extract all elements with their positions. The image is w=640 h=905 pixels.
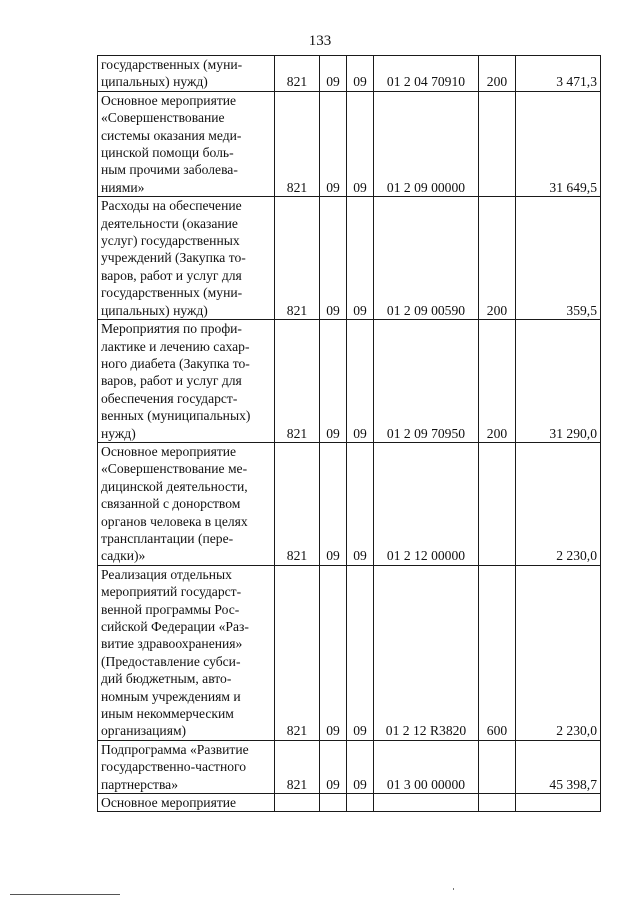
target-article-cell: 01 2 04 70910	[374, 56, 479, 92]
target-article-cell: 01 2 12 R3820	[374, 565, 479, 740]
subsection-code-cell: 09	[347, 320, 374, 443]
expense-type-cell	[479, 91, 516, 196]
target-article-cell: 01 2 09 00590	[374, 197, 479, 320]
subsection-code-cell: 09	[347, 56, 374, 92]
table-row	[98, 320, 601, 443]
subsection-code-cell: 09	[347, 197, 374, 320]
item-name-line: организациям)	[101, 723, 187, 739]
item-name-line: номным учреждениям и	[101, 688, 241, 704]
ministry-code-cell: 821	[275, 740, 320, 793]
item-name-line: дицинской деятельности,	[101, 478, 248, 494]
item-name-line: цинской помощи боль-	[101, 145, 234, 161]
item-name-cell	[98, 91, 275, 196]
item-name-line: садки)»	[101, 548, 146, 564]
item-name-cell: Основное мероприятие	[98, 794, 275, 812]
item-name-line: (Предоставление субси-	[101, 653, 241, 669]
item-name-line: органов человека в целях	[101, 513, 248, 529]
expense-type-cell	[479, 740, 516, 793]
ministry-code-cell: 821	[275, 442, 320, 565]
ministry-code-cell: 821	[275, 320, 320, 443]
table-row	[98, 565, 601, 740]
item-name-line: «Совершенствование	[101, 110, 225, 126]
amount-cell: 2 230,0	[516, 442, 601, 565]
item-name-line: учреждений (Закупка то-	[101, 250, 246, 266]
expense-type-cell: 200	[479, 320, 516, 443]
subsection-code-cell: 09	[347, 91, 374, 196]
item-name-line: Основное мероприятие	[101, 443, 237, 459]
target-article-cell: 01 2 12 00000	[374, 442, 479, 565]
amount-cell: 359,5	[516, 197, 601, 320]
ministry-code-cell	[275, 794, 320, 812]
page-number: 133	[308, 33, 332, 49]
item-name-cell	[98, 56, 275, 92]
section-code-cell: 09	[320, 56, 347, 92]
item-name-line: иным некоммерческим	[101, 706, 234, 722]
scan-dot	[453, 888, 454, 890]
item-name-line: венных (муниципальных)	[101, 408, 251, 424]
item-name-line: государственно-частного	[101, 759, 247, 775]
item-name-line: лактике и лечению сахар-	[101, 338, 250, 354]
section-code-cell: 09	[320, 197, 347, 320]
item-name-line: ципальных) нужд)	[101, 302, 208, 318]
amount-cell: 31 290,0	[516, 320, 601, 443]
item-name-line: деятельности (оказание	[101, 215, 238, 231]
item-name-line: витие здравоохранения»	[101, 636, 243, 652]
subsection-code-cell	[347, 794, 374, 812]
amount-cell: 45 398,7	[516, 740, 601, 793]
expense-type-cell: 600	[479, 565, 516, 740]
amount-cell: 2 230,0	[516, 565, 601, 740]
item-name-line: Расходы на обеспечение	[101, 198, 242, 214]
item-name-line: варов, работ и услуг для	[101, 267, 242, 283]
table-row	[98, 56, 601, 92]
target-article-cell: 01 3 00 00000	[374, 740, 479, 793]
item-name-line: ным прочими заболева-	[101, 162, 238, 178]
ministry-code-cell: 821	[275, 565, 320, 740]
section-code-cell: 09	[320, 442, 347, 565]
item-name-cell	[98, 565, 275, 740]
expense-type-cell: 200	[479, 197, 516, 320]
section-code-cell: 09	[320, 320, 347, 443]
item-name-line: обеспечения государст-	[101, 390, 238, 406]
section-code-cell: 09	[320, 740, 347, 793]
item-name-line: ципальных) нужд)	[101, 74, 208, 90]
item-name-cell	[98, 442, 275, 565]
item-name-line: «Совершенствование ме-	[101, 461, 248, 477]
ministry-code-cell: 821	[275, 56, 320, 92]
section-code-cell: 09	[320, 565, 347, 740]
subsection-code-cell: 09	[347, 442, 374, 565]
item-name-line: партнерства»	[101, 776, 179, 792]
item-name-line: ного диабета (Закупка то-	[101, 355, 250, 371]
target-article-cell: 01 2 09 70950	[374, 320, 479, 443]
subsection-code-cell: 09	[347, 740, 374, 793]
section-code-cell: 09	[320, 91, 347, 196]
item-name-cell	[98, 320, 275, 443]
item-name-line: варов, работ и услуг для	[101, 373, 242, 389]
item-name-line: дий бюджетным, авто-	[101, 671, 232, 687]
item-name-line: связанной с донорством	[101, 496, 241, 512]
section-code-cell	[320, 794, 347, 812]
amount-cell	[516, 794, 601, 812]
item-name-line: системы оказания меди-	[101, 127, 242, 143]
table-row	[98, 91, 601, 196]
item-name-line: Мероприятия по профи-	[101, 321, 242, 337]
subsection-code-cell: 09	[347, 565, 374, 740]
table-row-cut	[98, 794, 601, 812]
budget-table-body	[98, 56, 601, 812]
item-name-line: Реализация отдельных	[101, 566, 232, 582]
item-name-cell	[98, 740, 275, 793]
expense-type-cell: 200	[479, 56, 516, 92]
item-name-line: услуг) государственных	[101, 233, 240, 249]
item-name-line: нужд)	[101, 425, 136, 441]
item-name-line: трансплантации (пере-	[101, 530, 234, 546]
item-name-line: венной программы Рос-	[101, 601, 240, 617]
item-name-cell	[98, 197, 275, 320]
table-row	[98, 197, 601, 320]
table-row	[98, 740, 601, 793]
expense-type-cell	[479, 442, 516, 565]
item-name-line: Основное мероприятие	[101, 92, 237, 108]
item-name-line: Подпрограмма «Развитие	[101, 741, 249, 757]
target-article-cell: 01 2 09 00000	[374, 91, 479, 196]
target-article-cell	[374, 794, 479, 812]
item-name-line: государственных (муни-	[101, 285, 243, 301]
item-name-line: государственных (муни-	[101, 57, 243, 72]
budget-table	[97, 55, 601, 812]
ministry-code-cell: 821	[275, 91, 320, 196]
ministry-code-cell: 821	[275, 197, 320, 320]
amount-cell: 3 471,3	[516, 56, 601, 92]
table-row	[98, 442, 601, 565]
amount-cell: 31 649,5	[516, 91, 601, 196]
item-name-line: ниями»	[101, 179, 145, 195]
item-name-line: сийской Федерации «Раз-	[101, 619, 249, 634]
expense-type-cell	[479, 794, 516, 812]
item-name-line: мероприятий государст-	[101, 584, 242, 600]
bottom-rule	[10, 894, 120, 895]
